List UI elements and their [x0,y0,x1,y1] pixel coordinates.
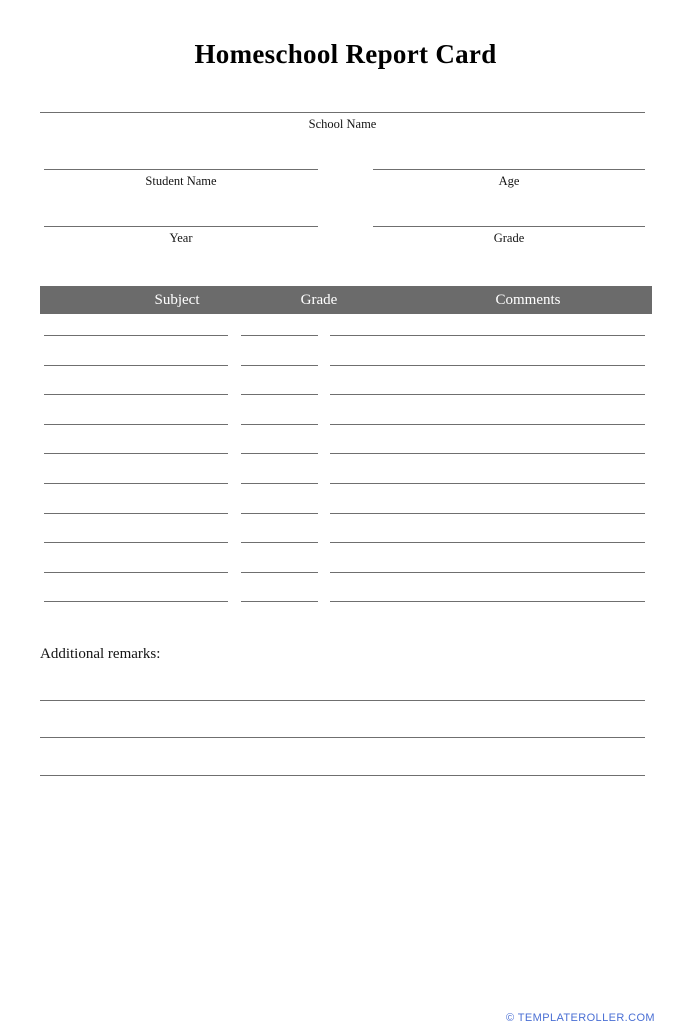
table-cell-grade-input[interactable] [241,542,318,543]
age-label: Age [498,174,520,188]
table-row [0,470,691,500]
field-age[interactable] [373,169,645,189]
table-cell-comments-input[interactable] [330,572,645,573]
remarks-input-rule[interactable] [40,700,645,701]
table-cell-comments-input[interactable] [330,601,645,602]
student-name-label: Student Name [145,174,217,188]
table-cell-comments-input[interactable] [330,483,645,484]
column-header-grade: Grade [300,292,338,308]
table-row [0,588,691,618]
field-school-name[interactable] [40,112,645,132]
table-row [0,322,691,352]
table-cell-subject-input[interactable] [44,453,228,454]
table-cell-grade-input[interactable] [241,394,318,395]
field-year[interactable] [44,226,318,246]
table-cell-grade-input[interactable] [241,365,318,366]
table-cell-grade-input[interactable] [241,513,318,514]
table-cell-comments-input[interactable] [330,513,645,514]
table-cell-subject-input[interactable] [44,424,228,425]
grades-table-header [40,286,652,314]
table-cell-subject-input[interactable] [44,542,228,543]
table-cell-subject-input[interactable] [44,335,228,336]
table-row [0,411,691,441]
year-input-rule[interactable] [44,226,318,227]
table-row [0,500,691,530]
column-header-comments: Comments [495,292,561,308]
table-cell-grade-input[interactable] [241,483,318,484]
table-cell-subject-input[interactable] [44,483,228,484]
grades-table-body [0,322,691,618]
table-row [0,559,691,589]
page-title: Homeschool Report Card [194,39,497,69]
table-row [0,352,691,382]
table-cell-subject-input[interactable] [44,513,228,514]
table-cell-subject-input[interactable] [44,601,228,602]
additional-remarks-label: Additional remarks: [40,646,161,662]
table-cell-subject-input[interactable] [44,572,228,573]
table-cell-comments-input[interactable] [330,394,645,395]
field-grade[interactable] [373,226,645,246]
table-cell-comments-input[interactable] [330,424,645,425]
grade-input-rule[interactable] [373,226,645,227]
table-cell-grade-input[interactable] [241,601,318,602]
table-cell-comments-input[interactable] [330,542,645,543]
table-cell-grade-input[interactable] [241,453,318,454]
table-cell-subject-input[interactable] [44,394,228,395]
year-label: Year [169,231,193,245]
table-cell-comments-input[interactable] [330,453,645,454]
student-name-input-rule[interactable] [44,169,318,170]
table-cell-grade-input[interactable] [241,335,318,336]
grade-label: Grade [493,231,525,245]
remarks-input-rule[interactable] [40,737,645,738]
table-row [0,529,691,559]
table-row [0,440,691,470]
age-input-rule[interactable] [373,169,645,170]
table-cell-grade-input[interactable] [241,572,318,573]
table-row [0,381,691,411]
table-cell-comments-input[interactable] [330,365,645,366]
table-cell-grade-input[interactable] [241,424,318,425]
remarks-input-rule[interactable] [40,775,645,776]
footer-watermark: © TEMPLATEROLLER.COM [506,1012,655,1024]
school-name-input-rule[interactable] [40,112,645,113]
school-name-label: School Name [308,117,377,131]
field-student-name[interactable] [44,169,318,189]
table-cell-subject-input[interactable] [44,365,228,366]
table-cell-comments-input[interactable] [330,335,645,336]
column-header-subject: Subject [154,292,200,308]
